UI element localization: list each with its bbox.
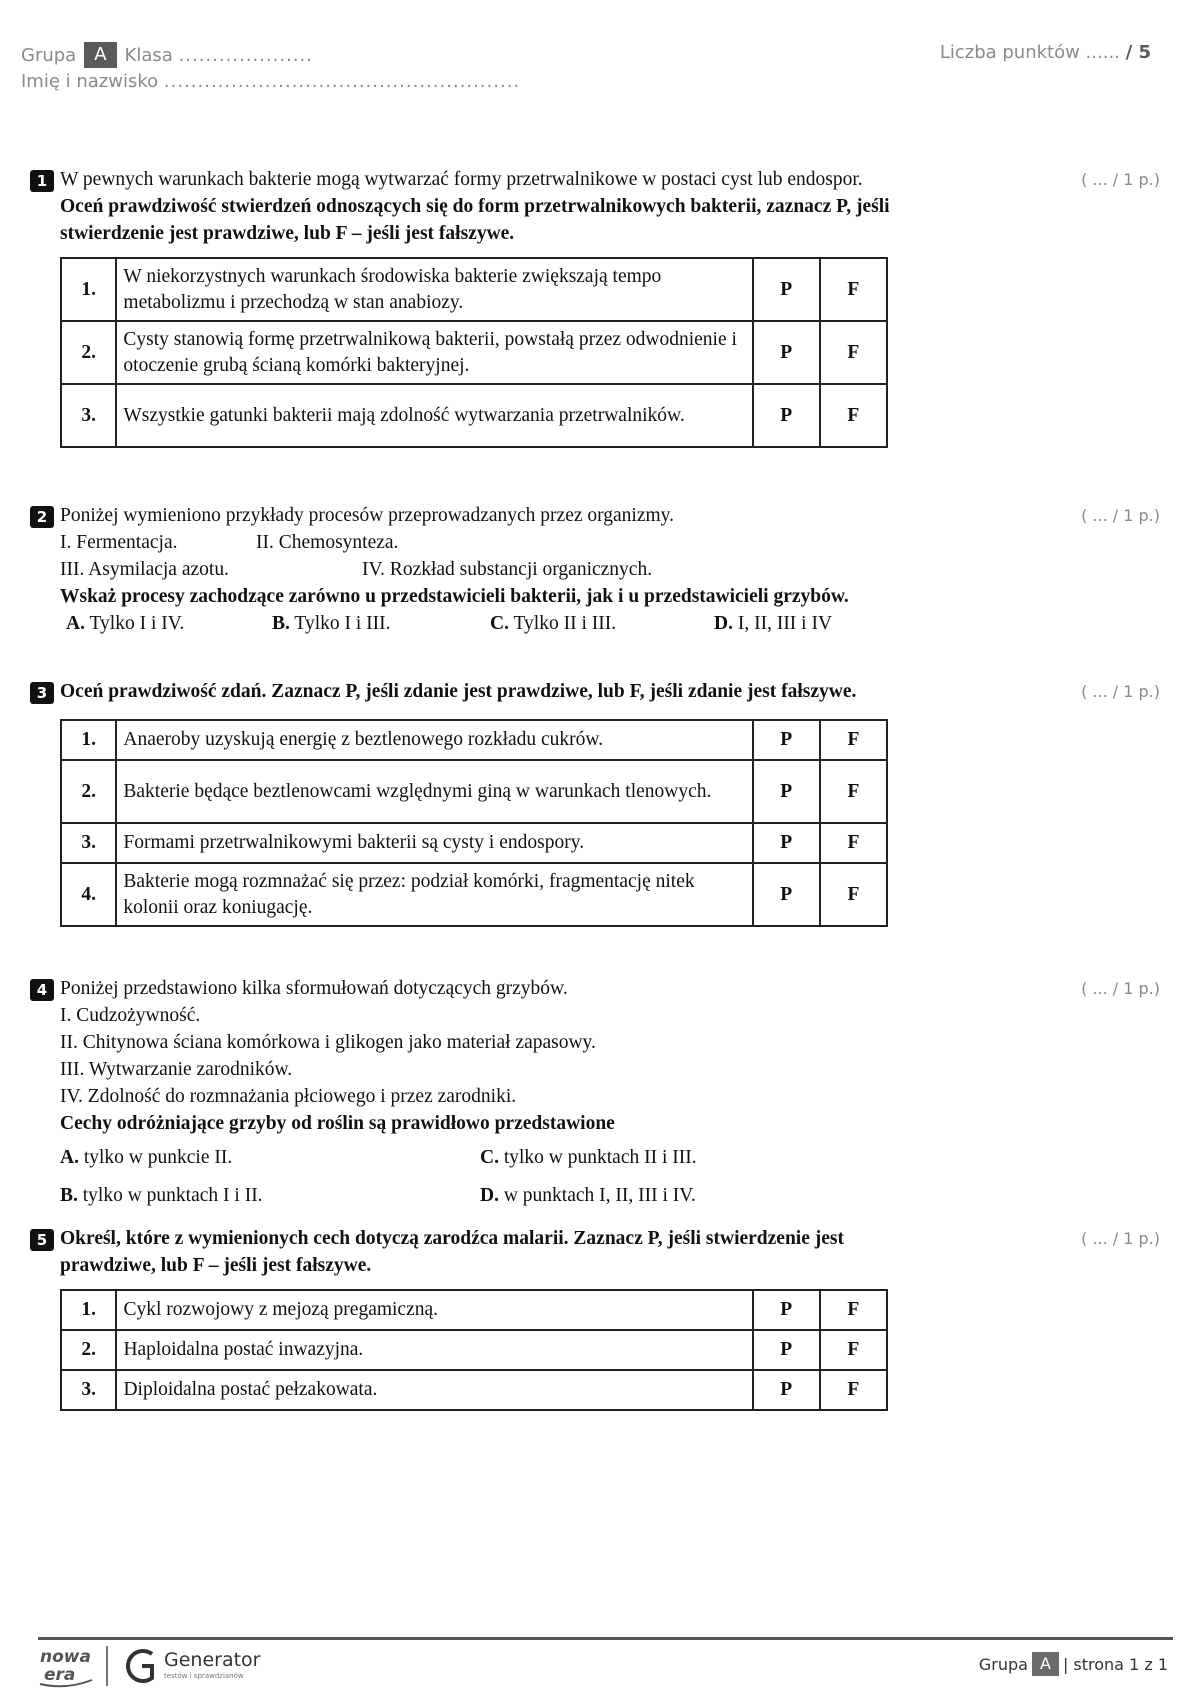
option-d[interactable]: D. I, II, III i IV — [714, 613, 833, 634]
process-item: II. Chemosynteza. — [256, 532, 399, 553]
true-option[interactable]: P — [753, 863, 820, 926]
false-option[interactable]: F — [820, 863, 887, 926]
false-option[interactable]: F — [820, 823, 887, 863]
class-field[interactable]: .................... — [178, 44, 313, 66]
process-item: III. Asymilacja azotu. — [60, 559, 229, 580]
process-item: I. Fermentacja. — [60, 532, 178, 553]
false-option[interactable]: F — [820, 720, 887, 760]
feature-item: I. Cudzożywność. — [60, 1005, 201, 1026]
option-c[interactable]: C. Tylko II i III. — [490, 613, 617, 634]
table-row — [61, 321, 887, 384]
footer-group-badge: A — [1032, 1652, 1059, 1676]
answer-options — [66, 610, 890, 637]
points-total: / 5 — [1125, 42, 1151, 63]
feature-item: IV. Zdolność do rozmnażania płciowego i przez zarodniki. — [60, 1086, 517, 1107]
true-option[interactable]: P — [753, 760, 820, 823]
row-number: 3. — [61, 384, 116, 447]
header-row-2 — [21, 68, 1151, 94]
task-score: ( ... / 1 p.) — [1081, 682, 1160, 701]
task-number: 1 — [30, 170, 54, 192]
page-footer-info — [979, 1652, 1168, 1676]
name-label: Imię i nazwisko — [21, 70, 159, 92]
statement: Bakterie będące beztlenowcami względnymi giną w warunkach tlenowych. — [116, 760, 752, 823]
false-option[interactable]: F — [820, 321, 887, 384]
name-field[interactable]: ..................................................... — [163, 70, 521, 92]
task-score: ( ... / 1 p.) — [1081, 506, 1160, 525]
points-label: Liczba punktów ...... — [939, 42, 1120, 63]
group-badge: A — [84, 42, 116, 68]
process-item: IV. Rozkład substancji organicznych. — [362, 559, 653, 580]
task-3 — [30, 678, 1160, 927]
task-2 — [30, 502, 1160, 637]
false-option[interactable]: F — [820, 384, 887, 447]
statement: Cysty stanowią formę przetrwalnikową bakterii, powstałą przez odwodnienie i otoczenie grubą ścianą komórki bakteryjnej. — [116, 321, 752, 384]
false-option[interactable]: F — [820, 1330, 887, 1370]
task-score: ( ... / 1 p.) — [1081, 170, 1160, 189]
false-option[interactable]: F — [820, 1290, 887, 1330]
process-list-row-1 — [60, 529, 890, 556]
statement: Cykl rozwojowy z mejozą pregamiczną. — [116, 1290, 752, 1330]
generator-g-icon — [128, 1651, 152, 1681]
class-label: Klasa — [124, 44, 173, 66]
group-label: Grupa — [21, 44, 77, 66]
generator-subtitle: testów i sprawdzianów — [164, 1672, 244, 1680]
true-option[interactable]: P — [753, 321, 820, 384]
task-score: ( ... / 1 p.) — [1081, 979, 1160, 998]
nowa-era-logo — [38, 1644, 94, 1688]
option-a[interactable]: A. tylko w punkcie II. — [60, 1147, 233, 1168]
false-option[interactable]: F — [820, 1370, 887, 1410]
answer-options — [60, 1144, 890, 1209]
table-row — [61, 760, 887, 823]
pf-table — [60, 719, 888, 927]
task-intro: W pewnych warunkach bakterie mogą wytwarzać formy przetrwalnikowe w postaci cyst lub endospor. — [60, 169, 863, 190]
option-b[interactable]: B. Tylko I i III. — [272, 613, 391, 634]
table-row — [61, 1330, 887, 1370]
task-4 — [30, 975, 1160, 1209]
option-a[interactable]: A. Tylko I i IV. — [66, 613, 185, 634]
row-number: 4. — [61, 863, 116, 926]
true-option[interactable]: P — [753, 258, 820, 321]
false-option[interactable]: F — [820, 760, 887, 823]
task-instruction: Określ, które z wymienionych cech dotyczą zarodźca malarii. Zaznacz P, jeśli stwierdzenie jest prawdziwe, lub F – jeśli jest fałszywe. — [60, 1228, 844, 1276]
task-score: ( ... / 1 p.) — [1081, 1229, 1160, 1248]
task-instruction: Wskaż procesy zachodzące zarówno u przedstawicieli bakterii, jak i u przedstawicieli grzybów. — [60, 586, 849, 607]
process-list-row-2 — [60, 556, 890, 583]
row-number: 1. — [61, 720, 116, 760]
task-intro: Poniżej wymieniono przykłady procesów przeprowadzanych przez organizmy. — [60, 505, 675, 526]
task-intro: Poniżej przedstawiono kilka sformułowań dotyczących grzybów. — [60, 978, 568, 999]
task-1 — [30, 166, 1160, 448]
row-number: 1. — [61, 258, 116, 321]
option-b[interactable]: B. tylko w punktach I i II. — [60, 1185, 263, 1206]
table-row — [61, 1290, 887, 1330]
task-number: 5 — [30, 1229, 54, 1251]
true-option[interactable]: P — [753, 1370, 820, 1410]
row-number: 3. — [61, 1370, 116, 1410]
pf-table — [60, 257, 888, 448]
logo-separator — [106, 1646, 108, 1686]
row-number: 1. — [61, 1290, 116, 1330]
true-option[interactable]: P — [753, 720, 820, 760]
feature-item: III. Wytwarzanie zarodników. — [60, 1059, 293, 1080]
logo-nowa-text: nowa — [40, 1647, 91, 1667]
generator-logo — [120, 1644, 280, 1688]
statement: Diploidalna postać pełzakowata. — [116, 1370, 752, 1410]
logo-era-text: era — [44, 1665, 76, 1685]
pf-table — [60, 1289, 888, 1411]
feature-item: II. Chitynowa ściana komórkowa i glikogen jako materiał zapasowy. — [60, 1032, 596, 1053]
true-option[interactable]: P — [753, 823, 820, 863]
footer-group-label: Grupa — [978, 1654, 1028, 1674]
statement: Formami przetrwalnikowymi bakterii są cysty i endospory. — [116, 823, 752, 863]
task-number: 4 — [30, 979, 54, 1001]
row-number: 2. — [61, 1330, 116, 1370]
footer-divider — [38, 1637, 1173, 1640]
table-row — [61, 720, 887, 760]
table-row — [61, 258, 887, 321]
true-option[interactable]: P — [753, 1290, 820, 1330]
statement: Bakterie mogą rozmnażać się przez: podział komórki, fragmentację nitek kolonii oraz koniugację. — [116, 863, 752, 926]
task-instruction: Cechy odróżniające grzyby od roślin są prawidłowo przedstawione — [60, 1113, 615, 1134]
task-instruction: Oceń prawdziwość stwierdzeń odnoszących się do form przetrwalnikowych bakterii, zaznacz P, jeśli stwierdzenie jest prawdziwe, lub F – jeśli jest fałszywe. — [60, 196, 890, 244]
points-summary — [940, 42, 1151, 63]
statement: Wszystkie gatunki bakterii mają zdolność wytwarzania przetrwalników. — [116, 384, 752, 447]
task-number: 2 — [30, 506, 54, 528]
header — [21, 42, 1151, 94]
row-number: 2. — [61, 321, 116, 384]
row-number: 3. — [61, 823, 116, 863]
table-row — [61, 863, 887, 926]
task-number: 3 — [30, 682, 54, 704]
statement: Haploidalna postać inwazyjna. — [116, 1330, 752, 1370]
table-row — [61, 384, 887, 447]
true-option[interactable]: P — [753, 1330, 820, 1370]
option-c[interactable]: C. tylko w punktach II i III. — [480, 1147, 697, 1168]
generator-title: Generator — [164, 1649, 261, 1671]
false-option[interactable]: F — [820, 258, 887, 321]
table-row — [61, 823, 887, 863]
statement: Anaeroby uzyskują energię z beztlenowego rozkładu cukrów. — [116, 720, 752, 760]
row-number: 2. — [61, 760, 116, 823]
true-option[interactable]: P — [753, 384, 820, 447]
task-5 — [30, 1225, 1160, 1411]
task-instruction: Oceń prawdziwość zdań. Zaznacz P, jeśli zdanie jest prawdziwe, lub F, jeśli zdanie jest fałszywe. — [60, 681, 857, 702]
table-row — [61, 1370, 887, 1410]
page-indicator: | strona 1 z 1 — [1062, 1654, 1168, 1674]
option-d[interactable]: D. w punktach I, II, III i IV. — [480, 1185, 696, 1206]
statement: W niekorzystnych warunkach środowiska bakterie zwiększają tempo metabolizmu i przechodzą w stan anabiozy. — [116, 258, 752, 321]
